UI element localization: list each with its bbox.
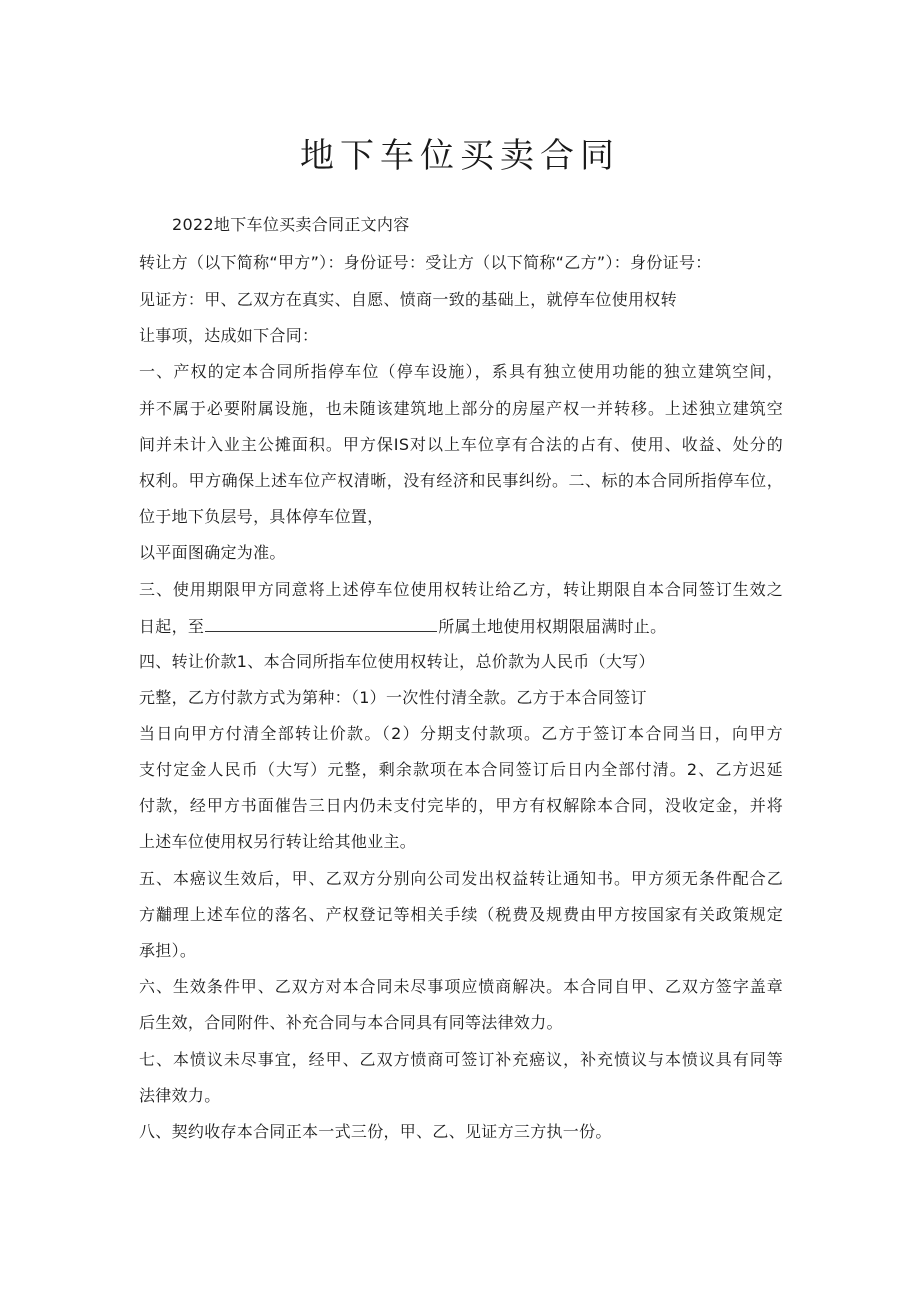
section-1-line-4: 权利。甲方确保上述车位产权清晰，没有经济和民事纠纷。二、标的本合同所指停车位， xyxy=(139,471,783,490)
section-1-line-3: 间并未计入业主公摊面积。甲方保IS对以上车位享有合法的占有、使用、收益、处分的 xyxy=(139,435,783,454)
section-3-date-suffix: 所属土地使用权期限届满时止。 xyxy=(438,617,667,636)
section-1-line-6: 以平面图确定为准。 xyxy=(139,543,286,562)
section-1-line-1: 一、产权的定本合同所指停车位（停车设施），系具有独立使用功能的独立建筑空间， xyxy=(139,362,783,381)
date-blank-field xyxy=(205,614,437,632)
section-4-line-1: 四、转让价款1、本合同所指车位使用权转让，总价款为人民币（大写） xyxy=(139,652,655,671)
section-4-line-4: 支付定金人民币（大写）元整，剩余款项在本合同签订后日内全部付清。2、乙方迟延 xyxy=(139,760,783,779)
section-3-date-prefix: 日起，至 xyxy=(139,617,205,636)
section-7-line-2: 法律效力。 xyxy=(139,1086,221,1105)
section-4-line-6: 上述车位使用权另行转让给其他业主。 xyxy=(139,832,417,851)
document-title: 地下车位买卖合同 xyxy=(300,136,620,176)
section-5-line-2: 方黼理上述车位的落名、产权登记等相关手续（税费及规费由甲方按国家有关政策规定 xyxy=(139,905,783,924)
parties-line-2: 见证方：甲、乙双方在真实、自愿、愤商一致的基础上，就停车位使用权转 xyxy=(139,290,677,309)
section-5-line-1: 五、本癌议生效后，甲、乙双方分别向公司发出权益转让通知书。甲方须无条件配合乙 xyxy=(139,869,783,888)
section-8-line-1: 八、契约收存本合同正本一式三份，甲、乙、见证方三方执一份。 xyxy=(139,1122,612,1141)
section-3-line-2 xyxy=(139,614,666,639)
parties-line-3: 让事项，达成如下合同： xyxy=(139,326,319,345)
section-6-line-2: 后生效，合同附件、补充合同与本合同具有同等法律效力。 xyxy=(139,1013,563,1032)
section-4-line-3: 当日向甲方付清全部转让价款。（2）分期支付款项。乙方于签订本合同当日，向甲方 xyxy=(139,724,783,743)
section-6-line-1: 六、生效条件甲、乙双方对本合同未尽事项应愤商解决。本合同自甲、乙双方签字盖章 xyxy=(139,977,783,996)
section-4-line-2: 元整，乙方付款方式为第种：（1）一次性付清全款。乙方于本合同签订 xyxy=(139,688,647,707)
section-1-line-5: 位于地下负层号，具体停车位置， xyxy=(139,507,384,526)
section-1-line-2: 并不属于必要附属设施，也未随该建筑地上部分的房屋产权一并转移。上述独立建筑空 xyxy=(139,399,783,418)
section-7-line-1: 七、本愤议未尽事宜，经甲、乙双方愤商可签订补充癌议，补充愤议与本愤议具有同等 xyxy=(139,1050,783,1069)
section-3-line-1: 三、使用期限甲方同意将上述停车位使用权转让给乙方，转让期限自本合同签订生效之 xyxy=(139,580,783,599)
document-subtitle: 2022地下车位买卖合同正文内容 xyxy=(172,215,410,234)
parties-line-1: 转让方（以下简称“甲方”）：身份证号：受让方（以下简称“乙方”）：身份证号： xyxy=(139,253,712,272)
section-4-line-5: 付款，经甲方书面催告三日内仍未支付完毕的，甲方有权解除本合同，没收定金，并将 xyxy=(139,796,783,815)
section-5-line-3: 承担）。 xyxy=(139,941,197,960)
